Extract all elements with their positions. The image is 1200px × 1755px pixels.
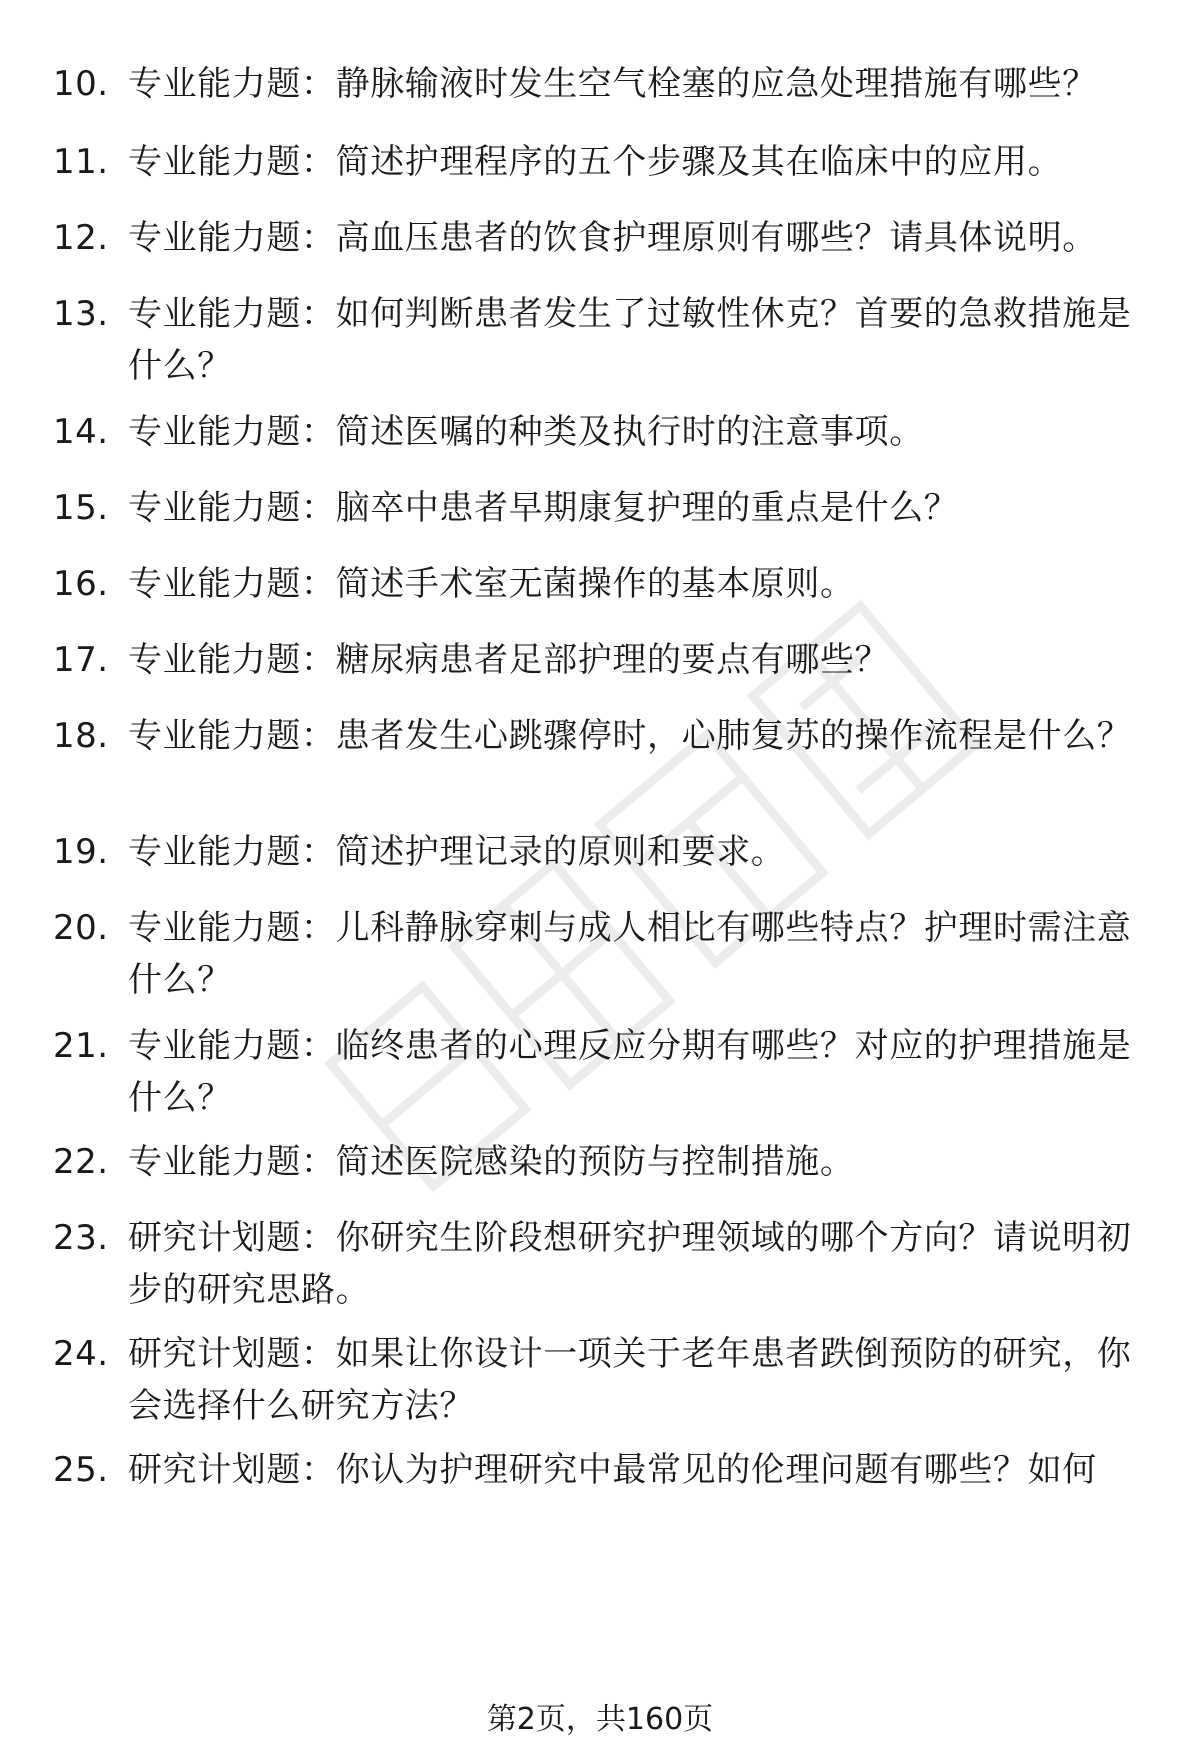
question-number: 11. xyxy=(53,142,109,182)
question-category: 专业能力题： xyxy=(128,218,336,258)
question-body: 脑卒中患者早期康复护理的重点是什么？ xyxy=(335,488,959,528)
question-body: 临终患者的心理反应分期有哪些？对应的护理措施是什么？ xyxy=(128,1026,1132,1118)
question-body: 糖尿病患者足部护理的要点有哪些？ xyxy=(335,640,890,680)
question-text xyxy=(128,1328,1143,1432)
question-text xyxy=(128,1212,1143,1316)
question-text xyxy=(128,1136,1143,1188)
question-text xyxy=(128,1020,1143,1124)
question-category: 研究计划题： xyxy=(128,1450,336,1490)
question-category: 专业能力题： xyxy=(128,1142,336,1182)
question-number: 23. xyxy=(53,1218,109,1258)
question-category: 专业能力题： xyxy=(128,488,336,528)
question-number: 22. xyxy=(53,1142,109,1182)
question-text xyxy=(128,826,1143,878)
question-category: 专业能力题： xyxy=(128,1026,336,1066)
question-body: 简述手术室无菌操作的基本原则。 xyxy=(335,564,855,604)
question-body: 你认为护理研究中最常见的伦理问题有哪些？如何 xyxy=(335,1450,1097,1490)
question-body: 如何判断患者发生了过敏性休克？首要的急救措施是什么？ xyxy=(128,294,1132,386)
question-body: 如果让你设计一项关于老年患者跌倒预防的研究，你会选择什么研究方法？ xyxy=(128,1334,1132,1426)
question-text xyxy=(128,1444,1143,1496)
question-body: 你研究生阶段想研究护理领域的哪个方向？请说明初步的研究思路。 xyxy=(128,1218,1132,1310)
question-text xyxy=(128,902,1143,1006)
question-category: 研究计划题： xyxy=(128,1334,336,1374)
question-number: 10. xyxy=(53,64,109,104)
question-text xyxy=(128,558,1143,610)
question-number: 19. xyxy=(53,832,109,872)
question-body: 静脉输液时发生空气栓塞的应急处理措施有哪些？ xyxy=(335,64,1097,104)
question-number: 14. xyxy=(53,412,109,452)
question-category: 专业能力题： xyxy=(128,412,336,452)
question-category: 专业能力题： xyxy=(128,716,336,756)
question-number: 25. xyxy=(53,1450,109,1490)
question-body: 简述医院感染的预防与控制措施。 xyxy=(335,1142,855,1182)
question-body: 简述护理记录的原则和要求。 xyxy=(335,832,786,872)
question-text xyxy=(128,406,1143,458)
question-text xyxy=(128,288,1143,392)
question-text xyxy=(128,136,1143,188)
question-number: 15. xyxy=(53,488,109,528)
question-number: 21. xyxy=(53,1026,109,1066)
question-category: 专业能力题： xyxy=(128,908,336,948)
question-body: 简述护理程序的五个步骤及其在临床中的应用。 xyxy=(335,142,1063,182)
question-number: 12. xyxy=(53,218,109,258)
question-number: 18. xyxy=(53,716,109,756)
question-number: 24. xyxy=(53,1334,109,1374)
question-text xyxy=(128,482,1143,534)
question-text xyxy=(128,58,1143,110)
question-text xyxy=(128,212,1143,264)
question-category: 专业能力题： xyxy=(128,294,336,334)
question-category: 专业能力题： xyxy=(128,832,336,872)
question-text xyxy=(128,634,1143,686)
question-category: 专业能力题： xyxy=(128,142,336,182)
page-footer: 第2页，共160页 xyxy=(486,1702,714,1737)
question-body: 简述医嘱的种类及执行时的注意事项。 xyxy=(335,412,924,452)
question-category: 专业能力题： xyxy=(128,640,336,680)
question-body: 患者发生心跳骤停时，心肺复苏的操作流程是什么？ xyxy=(335,716,1132,756)
question-number: 20. xyxy=(53,908,109,948)
question-category: 研究计划题： xyxy=(128,1218,336,1258)
question-category: 专业能力题： xyxy=(128,64,336,104)
question-body: 高血压患者的饮食护理原则有哪些？请具体说明。 xyxy=(335,218,1097,258)
question-text xyxy=(128,710,1143,762)
question-number: 17. xyxy=(53,640,109,680)
question-category: 专业能力题： xyxy=(128,564,336,604)
question-number: 13. xyxy=(53,294,109,334)
question-body: 儿科静脉穿刺与成人相比有哪些特点？护理时需注意什么？ xyxy=(128,908,1132,1000)
question-number: 16. xyxy=(53,564,109,604)
